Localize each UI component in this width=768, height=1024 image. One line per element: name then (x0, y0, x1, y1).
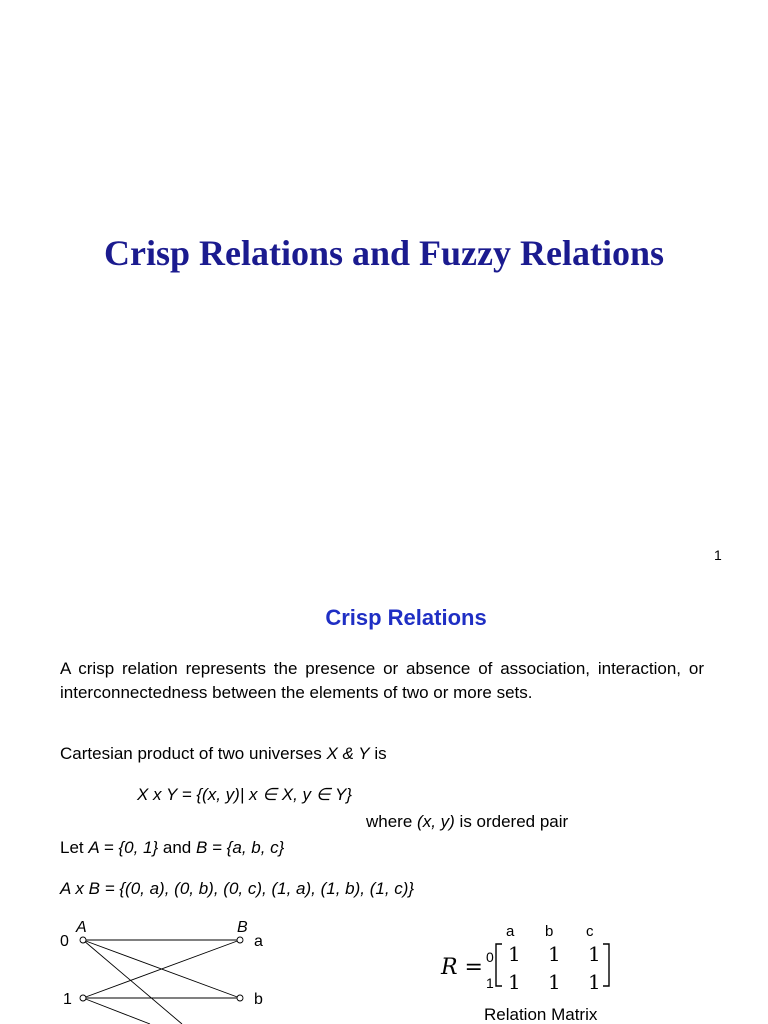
matrix-row-1: 1 (486, 975, 494, 991)
matrix-cell-1-2: 1 (588, 970, 601, 994)
matrix-row-0: 0 (486, 949, 494, 965)
matrix-caption: Relation Matrix (484, 1005, 598, 1024)
slide-title: Crisp Relations and Fuzzy Relations (103, 233, 665, 273)
element-b-b: b (254, 991, 263, 1008)
relation-matrix (430, 920, 630, 1024)
definition-paragraph: A crisp relation represents the presence or absence of association, interaction, or interconnectedness between the elements of two or more sets. (60, 659, 704, 702)
set-b-label: B (237, 919, 248, 936)
page-number: 1 (714, 547, 722, 563)
node-a-1 (80, 995, 86, 1001)
element-a-1: 1 (63, 991, 72, 1008)
matrix-cell-1-1: 1 (548, 970, 561, 994)
let-text: Let (60, 838, 89, 857)
relation-diagram (50, 912, 290, 1024)
matrix-cell-0-2: 1 (588, 942, 601, 966)
node-a-0 (80, 937, 86, 943)
node-b-a (237, 937, 243, 943)
matrix-cell-0-0: 1 (508, 942, 521, 966)
cartesian-math: X & Y (326, 744, 370, 763)
matrix-right-bracket (603, 944, 609, 986)
let-line (60, 838, 284, 858)
cartesian-text-end: is (369, 744, 387, 763)
let-and: and (158, 838, 196, 857)
product-formula: X x Y = {(x, y)| x ∈ X, y ∈ Y} (137, 785, 352, 804)
section-heading: Crisp Relations (325, 605, 487, 630)
where-line (366, 812, 568, 832)
matrix-col-b: b (545, 923, 554, 940)
edge-1-c (83, 998, 150, 1024)
where-text-end: is ordered pair (454, 812, 569, 831)
product-set: A x B = {(0, a), (0, b), (0, c), (1, a), (1, b), (1, c)} (60, 879, 415, 898)
edge-0-c (83, 940, 182, 1024)
matrix-symbol: R = (441, 955, 483, 980)
node-b-b (237, 995, 243, 1001)
matrix-left-bracket (496, 944, 502, 986)
cartesian-text: Cartesian product of two universes (60, 744, 327, 763)
matrix-col-c: c (586, 923, 594, 940)
set-b-def: B = {a, b, c} (195, 838, 285, 857)
where-text: where (366, 812, 418, 831)
cartesian-line (60, 744, 387, 764)
matrix-cell-0-1: 1 (548, 942, 561, 966)
where-math: (x, y) (417, 812, 455, 831)
matrix-cell-1-0: 1 (508, 970, 521, 994)
element-b-a: a (254, 933, 263, 950)
set-a-def: A = {0, 1} (88, 838, 159, 857)
element-a-0: 0 (60, 933, 69, 950)
set-a-label: A (76, 919, 87, 936)
matrix-col-a: a (506, 923, 515, 940)
